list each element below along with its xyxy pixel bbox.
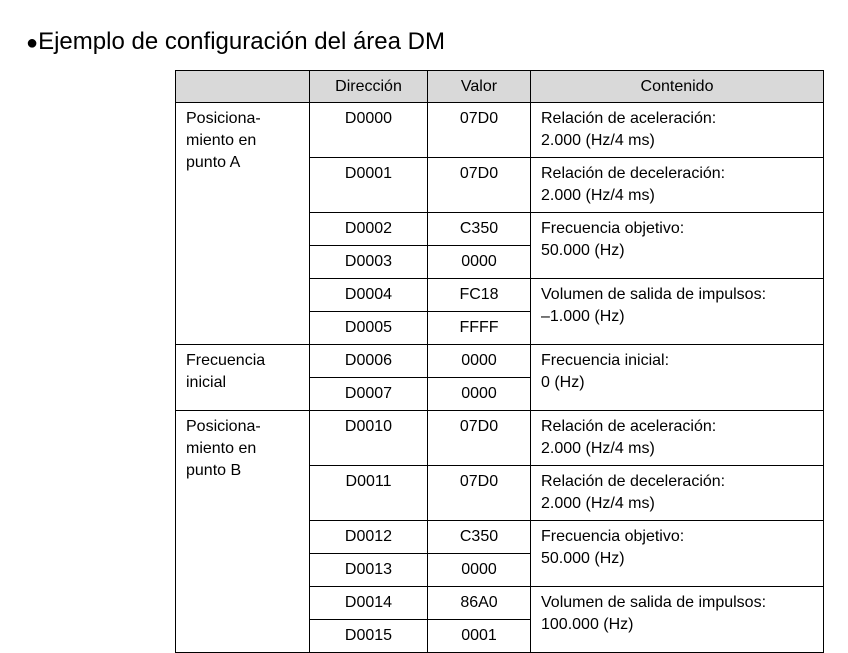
- table-row: [176, 345, 824, 378]
- group-label: Frecuencia inicial: [176, 345, 310, 411]
- table-header: [176, 71, 824, 103]
- value-cell: 07D0: [428, 158, 531, 213]
- header-blank: [176, 71, 310, 103]
- value-cell: 86A0: [428, 587, 531, 620]
- header-valor: Valor: [428, 71, 531, 103]
- value-cell: C350: [428, 521, 531, 554]
- address-cell: D0014: [310, 587, 428, 620]
- address-cell: D0001: [310, 158, 428, 213]
- content-cell: Frecuencia objetivo: 50.000 (Hz): [531, 521, 824, 587]
- table-row: [176, 411, 824, 466]
- value-cell: 0000: [428, 554, 531, 587]
- address-cell: D0013: [310, 554, 428, 587]
- address-cell: D0005: [310, 312, 428, 345]
- value-cell: 07D0: [428, 411, 531, 466]
- address-cell: D0011: [310, 466, 428, 521]
- dm-area-table: [175, 70, 824, 653]
- group-label: Posiciona- miento en punto B: [176, 411, 310, 653]
- content-cell: Frecuencia inicial: 0 (Hz): [531, 345, 824, 411]
- value-cell: 0000: [428, 246, 531, 279]
- page-title-text: Ejemplo de configuración del área DM: [38, 28, 445, 55]
- content-cell: Frecuencia objetivo: 50.000 (Hz): [531, 213, 824, 279]
- value-cell: 07D0: [428, 103, 531, 158]
- address-cell: D0000: [310, 103, 428, 158]
- header-direccion: Dirección: [310, 71, 428, 103]
- group-label: Posiciona- miento en punto A: [176, 103, 310, 345]
- content-cell: Relación de aceleración: 2.000 (Hz/4 ms): [531, 411, 824, 466]
- content-cell: Relación de deceleración: 2.000 (Hz/4 ms): [531, 158, 824, 213]
- content-cell: Relación de deceleración: 2.000 (Hz/4 ms): [531, 466, 824, 521]
- value-cell: C350: [428, 213, 531, 246]
- value-cell: FFFF: [428, 312, 531, 345]
- value-cell: 07D0: [428, 466, 531, 521]
- content-cell: Volumen de salida de impulsos: –1.000 (Hz): [531, 279, 824, 345]
- value-cell: 0000: [428, 345, 531, 378]
- address-cell: D0002: [310, 213, 428, 246]
- value-cell: 0000: [428, 378, 531, 411]
- address-cell: D0007: [310, 378, 428, 411]
- content-cell: Relación de aceleración: 2.000 (Hz/4 ms): [531, 103, 824, 158]
- content-cell: Volumen de salida de impulsos: 100.000 (Hz): [531, 587, 824, 653]
- address-cell: D0003: [310, 246, 428, 279]
- address-cell: D0015: [310, 620, 428, 653]
- address-cell: D0006: [310, 345, 428, 378]
- table-row: [176, 103, 824, 158]
- address-cell: D0010: [310, 411, 428, 466]
- header-contenido: Contenido: [531, 71, 824, 103]
- value-cell: 0001: [428, 620, 531, 653]
- page-title: [26, 26, 445, 59]
- address-cell: D0004: [310, 279, 428, 312]
- value-cell: FC18: [428, 279, 531, 312]
- address-cell: D0012: [310, 521, 428, 554]
- bullet-icon: ●: [26, 32, 39, 54]
- table-body: [176, 103, 824, 653]
